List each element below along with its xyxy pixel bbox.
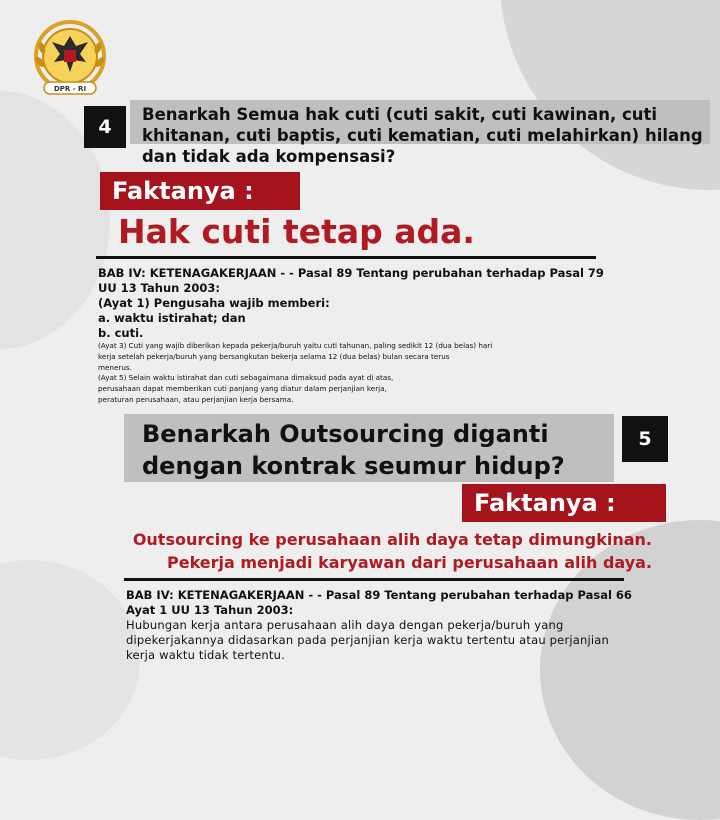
question-5-answer — [133, 528, 652, 574]
question-4-law-text — [98, 266, 638, 406]
law-5-body-line3: kerja waktu tidak tertentu. — [126, 648, 285, 662]
logo-caption: DPR - RI — [53, 85, 87, 93]
law-4-ayat5-line2: perusahaan dapat memberikan cuti panjang yang diatur dalam perjanjian kerja, — [98, 384, 387, 394]
question-5-line2: dengan kontrak seumur hidup? — [142, 452, 565, 480]
law-4-item-a: a. waktu istirahat; dan — [98, 311, 246, 325]
question-4-number: 4 — [98, 116, 112, 138]
question-5-fakta-text: Faktanya : — [474, 489, 616, 517]
question-5-fakta-label — [462, 484, 666, 522]
law-4-ayat3-line1: (Ayat 3) Cuti yang wajib diberikan kepada pekerja/buruh yaitu cuti tahunan, paling sedikit 12 (dua belas) hari — [98, 341, 493, 350]
dpr-ri-emblem-logo — [30, 18, 110, 98]
law-4-heading-2: UU 13 Tahun 2003: — [98, 281, 220, 295]
law-4-ayat5-line3: peraturan perusahaan, atau perjanjian kerja bersama. — [98, 394, 294, 404]
law-4-ayat3-line2: kerja setelah pekerja/buruh yang bersangkutan bekerja selama 12 (dua belas) bulan secara terus — [98, 351, 450, 361]
question-4-text: Benarkah Semua hak cuti (cuti sakit, cuti kawinan, cuti khitanan, cuti baptis, cuti kematian, cuti melahirkan) hilang dan tidak ada kompensasi? — [142, 105, 703, 166]
law-4-item-b: b. cuti. — [98, 326, 144, 340]
question-4-number-badge — [84, 106, 126, 148]
background-blob-bottom-left — [0, 560, 140, 760]
question-5-answer-line1: Outsourcing ke perusahaan alih daya tetap dimungkinan. — [132, 530, 652, 549]
question-5-divider — [124, 578, 624, 581]
question-5-number-badge — [622, 416, 668, 462]
question-5-number: 5 — [638, 428, 652, 450]
question-4-fakta-label — [100, 172, 300, 210]
question-4-answer: Hak cuti tetap ada. — [118, 212, 475, 251]
question-5-line1: Benarkah Outsourcing diganti — [142, 420, 549, 448]
law-5-heading-1: BAB IV: KETENAGAKERJAAN - - Pasal 89 Tentang perubahan terhadap Pasal 66 — [126, 588, 632, 602]
law-4-ayat3-line3: menerus. — [98, 362, 132, 372]
law-5-heading-2: Ayat 1 UU 13 Tahun 2003: — [126, 603, 294, 617]
law-5-body-line2: dipekerjakannya didasarkan pada perjanjian kerja waktu tertentu atau perjanjian — [126, 633, 610, 647]
question-4-divider — [96, 256, 596, 259]
question-5-text — [142, 418, 612, 482]
question-5-answer-line2: Pekerja menjadi karyawan dari perusahaan alih daya. — [166, 553, 652, 572]
law-4-heading-1: BAB IV: KETENAGAKERJAAN - - Pasal 89 Tentang perubahan terhadap Pasal 79 — [98, 266, 604, 280]
question-5-law-text — [126, 588, 686, 663]
law-4-ayat1: (Ayat 1) Pengusaha wajib memberi: — [98, 296, 330, 310]
question-4-fakta-text: Faktanya : — [112, 177, 254, 205]
law-4-ayat5-line1: (Ayat 5) Selain waktu istirahat dan cuti sebagaimana dimaksud pada ayat di atas, — [98, 373, 394, 383]
law-5-body-line1: Hubungan kerja antara perusahaan alih daya dengan pekerja/buruh yang — [126, 618, 564, 632]
